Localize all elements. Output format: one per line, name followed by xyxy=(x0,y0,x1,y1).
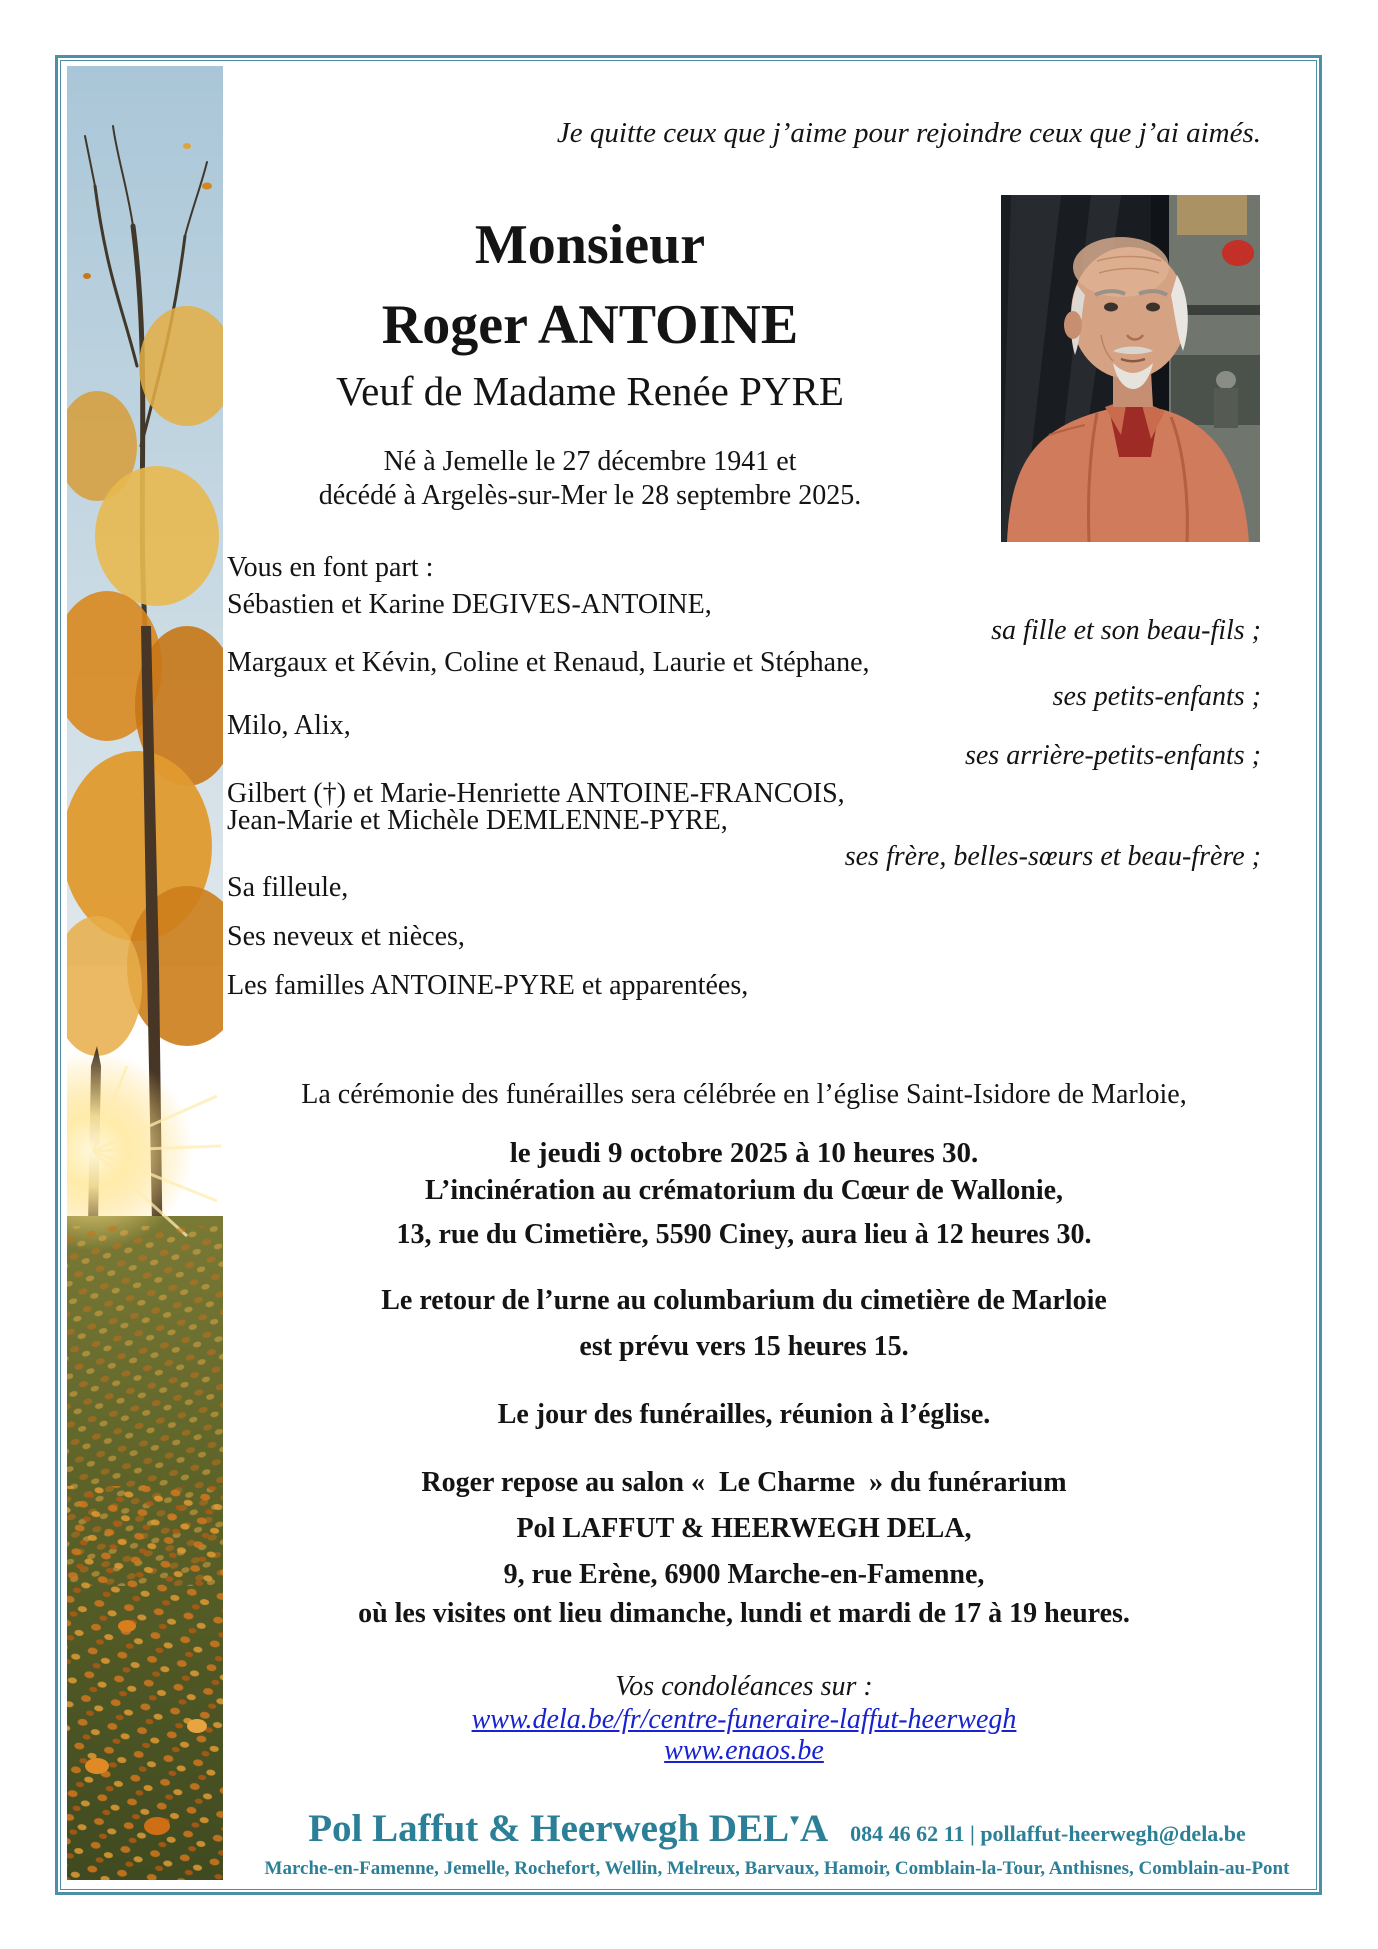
announcement-intro: Vous en font part : xyxy=(227,552,434,583)
family-names: Sa filleule, xyxy=(227,872,349,903)
repose-line: Pol LAFFUT & HEERWEGH DELA, xyxy=(516,1513,972,1544)
family-names: Gilbert (†) et Marie-Henriette ANTOINE-FRANCOIS, xyxy=(227,778,845,809)
family-relation: sa fille et son beau-fils ; xyxy=(991,615,1261,646)
footer-locations: Marche-en-Famenne, Jemelle, Rochefort, Wellin, Melreux, Barvaux, Hamoir, Comblain-la-Tour, Anthisnes, Comblain-au-Pont xyxy=(264,1858,1290,1879)
birth-line: Né à Jemelle le 27 décembre 1941 et xyxy=(383,446,797,477)
dela-triangle-icon: ▼ xyxy=(787,1813,802,1829)
repose-line: 9, rue Erène, 6900 Marche-en-Famenne, xyxy=(503,1559,985,1590)
family-names: Jean-Marie et Michèle DEMLENNE-PYRE, xyxy=(227,805,728,836)
family-relation: ses arrière-petits-enfants ; xyxy=(964,740,1261,771)
family-names: Sébastien et Karine DEGIVES-ANTOINE, xyxy=(227,589,712,620)
death-line: décédé à Argelès-sur-Mer le 28 septembre 2025. xyxy=(318,480,862,511)
autumn-side-photo xyxy=(67,66,223,1880)
cremation-line: 13, rue du Cimetière, 5590 Ciney, aura lieu à 12 heures 30. xyxy=(396,1219,1092,1250)
cremation-line: L’incinération au crématorium du Cœur de Wallonie, xyxy=(424,1175,1064,1206)
opening-quote: Je quitte ceux que j’aime pour rejoindre ceux que j’ai aimés. xyxy=(556,117,1261,149)
deceased-name: Roger ANTOINE xyxy=(381,294,799,356)
deceased-portrait-photo xyxy=(1001,195,1260,542)
footer-logo-line xyxy=(260,1806,1294,1851)
family-names: Milo, Alix, xyxy=(227,710,351,741)
family-relation: ses petits-enfants ; xyxy=(1052,681,1261,712)
footer-email: pollaffut-heerwegh@dela.be xyxy=(980,1821,1246,1846)
widower-line: Veuf de Madame Renée PYRE xyxy=(336,368,844,414)
autumn-photo-art xyxy=(67,66,223,1880)
funeral-home-logo: Pol Laffut & Heerwegh DEL▼A xyxy=(308,1807,829,1850)
reunion-line: Le jour des funérailles, réunion à l’église. xyxy=(497,1399,991,1430)
ceremony-date-line: le jeudi 9 octobre 2025 à 10 heures 30. xyxy=(509,1137,979,1169)
urn-return-line: Le retour de l’urne au columbarium du cimetière de Marloie xyxy=(381,1285,1107,1316)
family-names: Ses neveux et nièces, xyxy=(227,921,465,952)
funeral-home-footer xyxy=(260,1806,1294,1881)
salutation: Monsieur xyxy=(474,214,706,276)
repose-line: où les visites ont lieu dimanche, lundi et mardi de 17 à 19 heures. xyxy=(358,1598,1130,1629)
repose-line: Roger repose au salon « Le Charme » du funérarium xyxy=(421,1467,1067,1498)
family-relation: ses frère, belles-sœurs et beau-frère ; xyxy=(844,841,1261,872)
footer-separator: | xyxy=(969,1821,975,1846)
portrait-art xyxy=(1001,195,1260,542)
family-names: Margaux et Kévin, Coline et Renaud, Laurie et Stéphane, xyxy=(227,647,870,678)
urn-return-line: est prévu vers 15 heures 15. xyxy=(579,1331,909,1362)
condolences-link-dela[interactable]: www.dela.be/fr/centre-funeraire-laffut-heerwegh xyxy=(471,1704,1017,1735)
family-names: Les familles ANTOINE-PYRE et apparentées, xyxy=(227,970,749,1001)
ceremony-intro-line: La cérémonie des funérailles sera célébrée en l’église Saint-Isidore de Marloie, xyxy=(301,1079,1187,1110)
condolences-label: Vos condoléances sur : xyxy=(615,1671,873,1702)
footer-phone: 084 46 62 11 xyxy=(850,1821,965,1846)
footer-contact xyxy=(850,1821,1246,1846)
condolences-link-enaos[interactable]: www.enaos.be xyxy=(664,1735,824,1766)
